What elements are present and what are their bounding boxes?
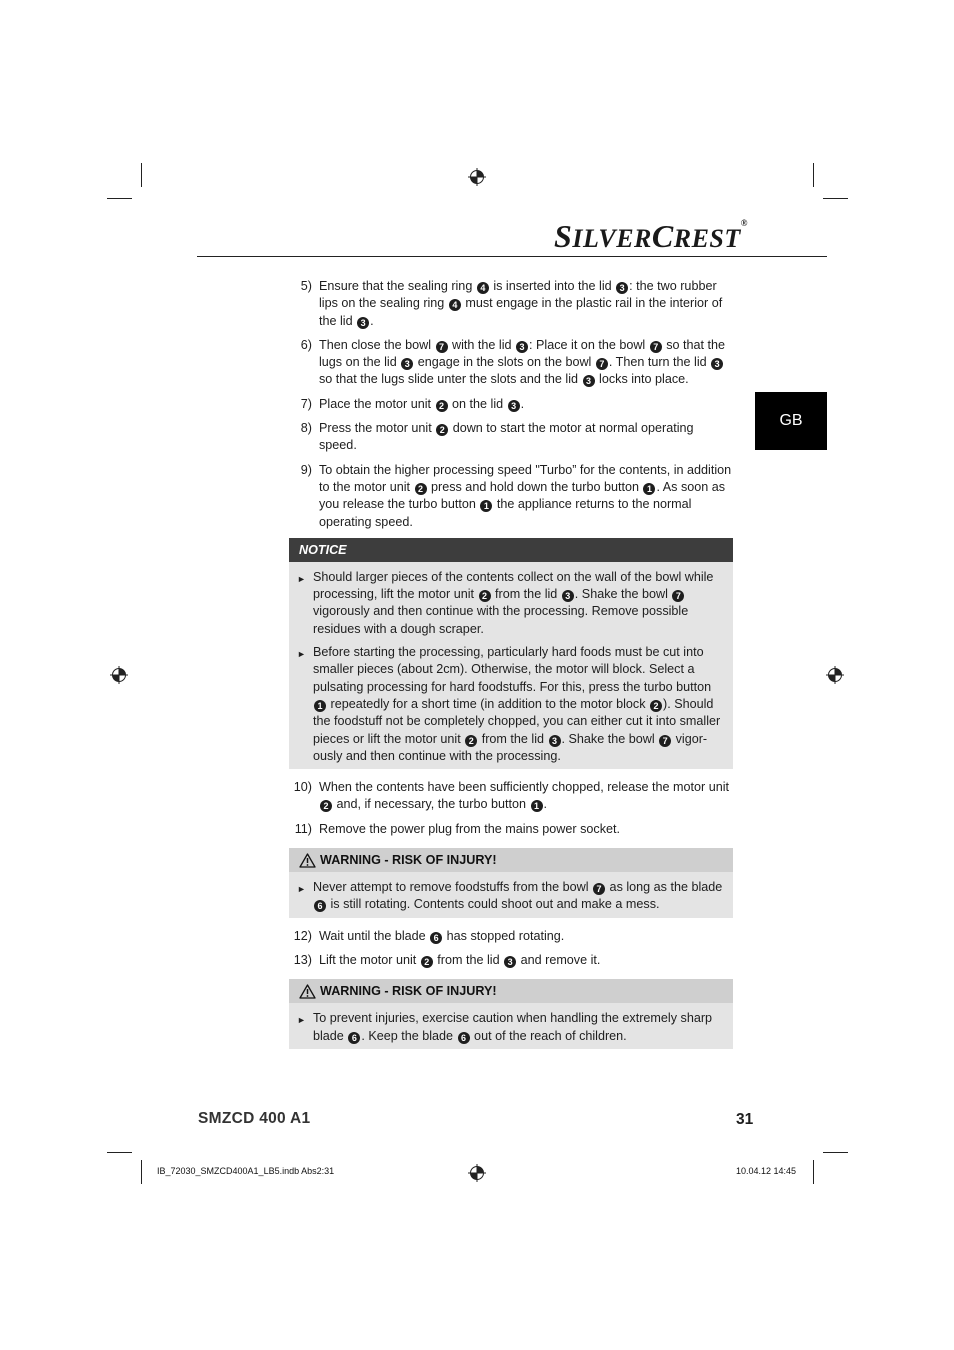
text-run: . As soon as you release the turbo button [319,479,726,512]
warning-title: WARNING - RISK OF INJURY! [289,848,733,872]
part-number-badge: 7 [596,358,608,370]
step-item [289,821,733,838]
text-run: and remove it. [517,952,601,967]
steps-list [289,928,733,970]
step-text [319,928,733,945]
text-run: : Place it on the bowl [529,337,649,352]
part-number-badge: 3 [508,400,520,412]
bullet-text [313,1010,725,1045]
text-run: Press the motor unit [319,421,436,436]
step-text [319,952,733,969]
part-number-badge: 3 [401,358,413,370]
bullet-arrow-icon: ► [297,884,306,895]
step-number: 5) [300,279,312,293]
part-number-badge: 3 [583,375,595,387]
text-run: engage in the slots on the bowl [414,355,595,370]
text-run: locks into place. [595,372,689,387]
bullet-arrow-icon: ► [297,573,306,584]
date-slug: 10.04.12 14:45 [736,1166,797,1176]
text-run: : the two rubber lips on the sealing ring [319,279,717,311]
part-number-badge: 7 [672,590,684,602]
step-text [319,821,733,838]
step-text [319,396,733,413]
text-run: down to start the motor at normal operating speed. [319,421,694,453]
step-number: 9) [300,462,312,477]
registration-mark-icon [468,168,486,186]
step-item [289,952,733,969]
bullet-item [289,567,733,638]
warning-box [289,979,733,1049]
text-run: so that the lugs on the lid [319,337,726,370]
warning-title: WARNING - RISK OF INJURY! [289,979,733,1003]
step-number: 8) [300,421,312,436]
step-item [289,420,733,455]
text-run: . [370,313,374,328]
part-number-badge: 3 [549,735,561,747]
step-text [319,278,733,330]
text-run: is inserted into the lid [489,279,616,293]
part-number-badge: 6 [430,932,442,944]
part-number-badge: 2 [650,700,662,712]
part-number-badge: 2 [436,424,448,436]
text-run: Before starting the processing, particularly hard foods must be cut into smaller pieces (about 2cm). Otherwise, the motor will block. Select a pulsating processing for hard foodstuffs. For this, press the turbo button [313,645,712,694]
bullet-item [289,1008,733,1045]
step-text [319,337,733,389]
text-run: on the lid [448,396,507,411]
text-run: so that the lugs slide unter the slots and the lid [319,372,582,387]
registration-mark-icon [110,666,128,684]
crop-mark [141,1160,142,1184]
part-number-badge: 3 [616,282,628,294]
warning-triangle-icon [299,853,316,868]
step-item [289,462,733,531]
step-number: 6) [300,337,312,352]
brand-logo: SILVERCREST® [554,218,748,254]
text-run: out of the reach of children. [470,1028,627,1043]
crop-mark [823,198,848,199]
part-number-badge: 7 [593,883,605,895]
part-number-badge: 4 [477,282,489,294]
part-number-badge: 7 [659,735,671,747]
step-number: 12) [293,928,312,943]
step-item [289,928,733,945]
text-run: To obtain the higher processing speed "Turbo” for the contents, in addition to the motor unit [319,462,732,494]
step-item [289,337,733,389]
text-run: from the lid [478,731,548,746]
warning-box [289,848,733,918]
text-run: Remove the power plug from the mains power socket. [319,821,620,836]
text-run: must engage in the plastic rail in the interior of the lid [319,296,723,328]
part-number-badge: 7 [650,341,662,353]
registration-mark-icon [468,1164,486,1182]
part-number-badge: 1 [643,483,655,495]
text-run: and, if necessary, the turbo button [333,797,530,812]
part-number-badge: 7 [436,341,448,353]
page-number: 31 [736,1111,754,1128]
text-run: Place the motor unit [319,396,435,411]
text-run: has stopped rotating. [443,928,565,943]
steps-list [289,278,733,531]
text-run: vigorously and then continue with the processing. Remove possible residues with a dough scraper. [313,604,689,636]
language-tab: GB [755,392,827,450]
header-rule [197,256,827,257]
crop-mark [107,1152,132,1153]
warning-triangle-icon [299,984,316,999]
crop-mark [141,163,142,187]
text-run: as long as the blade [606,880,723,895]
registration-mark-icon [826,666,844,684]
part-number-badge: 2 [479,590,491,602]
bullet-text [313,644,725,765]
text-run: from the lid [491,587,561,602]
part-number-badge: 2 [415,483,427,495]
text-run: Wait until the blade [319,928,430,943]
part-number-badge: 1 [480,500,492,512]
part-number-badge: 3 [562,590,574,602]
text-run: . Shake the bowl [574,587,672,602]
part-number-badge: 3 [504,956,516,968]
text-run: Should larger pieces of the contents collect on the wall of the bowl while processing, lift the motor unit [313,569,714,602]
text-run: Lift the motor unit [319,952,420,967]
step-item [289,396,733,413]
part-number-badge: 1 [531,800,543,812]
step-text [319,462,733,531]
part-number-badge: 6 [314,900,326,912]
model-number: SMZCD 400 A1 [198,1110,311,1127]
part-number-badge: 6 [348,1032,360,1044]
part-number-badge: 2 [436,400,448,412]
part-number-badge: 3 [516,341,528,353]
crop-mark [813,1160,814,1184]
text-run: . Keep the blade [361,1028,457,1043]
text-run: . Then turn the lid [608,355,711,370]
text-run: ). Should the foodstuff not be completely chopped, you can either cut it into smaller pieces or lift the motor unit [313,696,721,746]
main-content [289,278,733,1059]
steps-list [289,779,733,838]
text-run: with the lid [448,337,516,352]
text-run: Ensure that the sealing ring [319,279,476,293]
crop-mark [813,163,814,187]
text-run: Then close the bowl [319,337,435,352]
step-item [289,779,733,814]
part-number-badge: 2 [421,956,433,968]
step-text [319,779,733,814]
part-number-badge: 6 [458,1032,470,1044]
part-number-badge: 1 [314,700,326,712]
part-number-badge: 3 [711,358,723,370]
text-run: is still rotating. Contents could shoot out and make a mess. [327,897,660,912]
text-run: . Shake the bowl [561,731,659,746]
step-number: 13) [293,952,312,967]
text-run: the appliance returns to the normal operating speed. [319,497,692,529]
step-number: 7) [300,396,312,411]
text-run: press and hold down the turbo button [427,479,643,494]
bullet-item [289,877,733,914]
part-number-badge: 4 [449,299,461,311]
bullet-text [313,569,725,638]
step-text [319,420,733,455]
part-number-badge: 3 [357,317,369,329]
step-number: 10) [293,780,312,795]
text-run: repeatedly for a short time (in addition to the motor block [327,696,650,711]
crop-mark [823,1152,848,1153]
part-number-badge: 2 [320,800,332,812]
crop-mark [107,198,132,199]
text-run: . [520,396,525,411]
notice-title: NOTICE [289,538,733,562]
step-item [289,278,733,330]
notice-box [289,538,733,769]
bullet-item [289,642,733,765]
text-run: Never attempt to remove foodstuffs from the bowl [313,880,593,895]
text-run: from the lid [433,952,504,967]
step-number: 11) [294,821,312,836]
part-number-badge: 2 [465,735,477,747]
text-run: vigor-ously and then continue with the processing. [313,731,708,763]
bullet-arrow-icon: ► [297,649,306,660]
bullet-text [313,879,725,914]
text-run: To prevent injuries, exercise caution when handling the extremely sharp blade [313,1011,713,1043]
file-slug: IB_72030_SMZCD400A1_LB5.indb Abs2:31 [157,1166,335,1176]
text-run: . [543,797,547,812]
text-run: When the contents have been sufficiently chopped, release the motor unit [319,780,730,795]
bullet-arrow-icon: ► [297,1015,306,1026]
